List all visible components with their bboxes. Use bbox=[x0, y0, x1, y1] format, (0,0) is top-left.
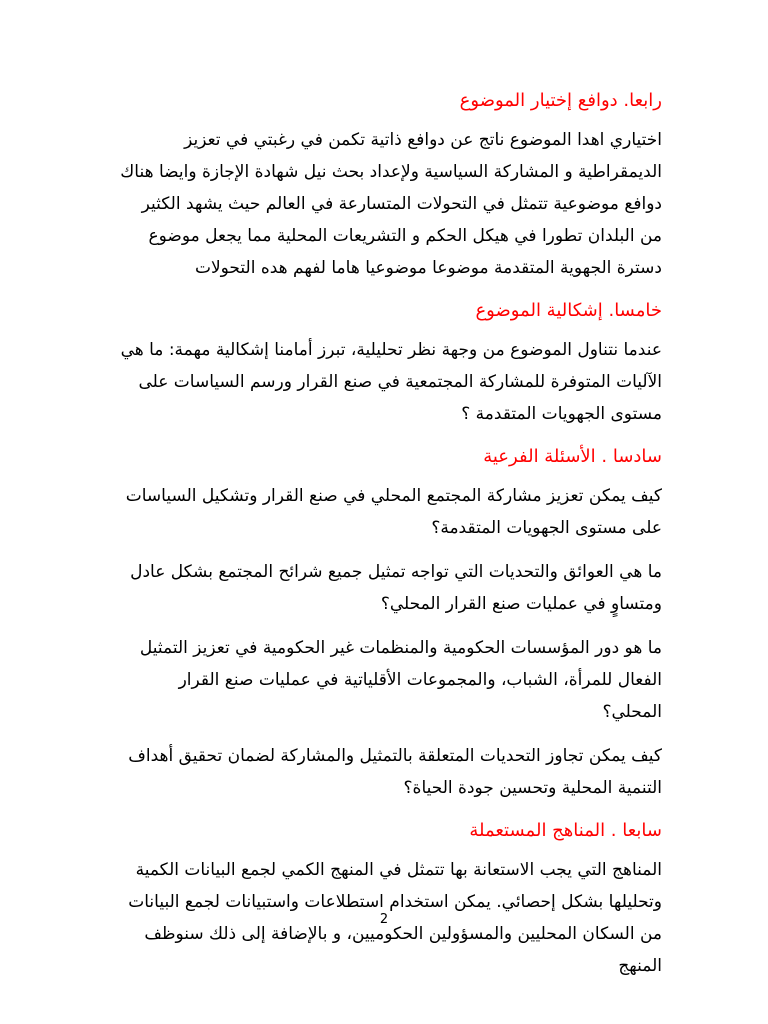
sub-question-4: كيف يمكن تجاوز التحديات المتعلقة بالتمثيل والمشاركة لضمان تحقيق أهداف التنمية المحلية وتحسين جودة الحياة؟ bbox=[128, 746, 662, 798]
sub-question-2: ما هي العوائق والتحديات التي تواجه تمثيل جميع شرائح المجتمع بشكل عادل ومتساوٍ في عمليات صنع القرار المحلي؟ bbox=[130, 562, 662, 614]
paragraph-motives: اختياري اهدا الموضوع ناتج عن دوافع ذاتية تكمن في رغبتي في تعزيز الديمقراطية و المشاركة السياسية ولإعداد بحث نيل شهادة الإجازة وايضا هناك دوافع موضوعية تتمثل في التحولات المتسارعة في العالم حيث يشهد الكثير من البلدان تطورا في هيكل الحكم و التشريعات المحلية مما يجعل موضوع دسترة الجهوية المتقدمة موضوعا موضوعيا هاما لفهم هده التحولات bbox=[120, 130, 662, 278]
sub-question-3: ما هو دور المؤسسات الحكومية والمنظمات غير الحكومية في تعزيز التمثيل الفعال للمرأة، الشباب، والمجموعات الأقلياتية في عمليات صنع القرار المحلي؟ bbox=[139, 638, 662, 722]
page-number: 2 bbox=[379, 912, 389, 927]
paragraph-problematic: عندما نتناول الموضوع من وجهة نظر تحليلية، تبرز أمامنا إشكالية مهمة: ما هي الآليات المتوفرة للمشاركة المجتمعية في صنع القرار ورسم السياسات على مستوى الجهويات المتقدمة ؟ bbox=[120, 340, 662, 424]
paragraph-methods: المناهج التي يجب الاستعانة بها تتمثل في المنهج الكمي لجمع البيانات الكمية وتحليلها بشكل إحصائي. يمكن استخدام استطلاعات واستبيانات لجمع البيانات من السكان المحليين والمسؤولين الحكوميين، و بالإضافة إلى ذلك سنوظف المنهج bbox=[128, 860, 662, 976]
document-page bbox=[118, 86, 662, 994]
sub-question-1: كيف يمكن تعزيز مشاركة المجتمع المحلي في صنع القرار وتشكيل السياسات على مستوى الجهويات المتقدمة؟ bbox=[125, 486, 662, 538]
heading-problematic: خامسا. إشكالية الموضوع bbox=[475, 300, 662, 321]
heading-methods: سابعا . المناهج المستعملة bbox=[469, 820, 662, 841]
heading-motives: رابعا. دوافع إختيار الموضوع bbox=[459, 90, 662, 111]
heading-sub-questions: سادسا . الأسئلة الفرعية bbox=[483, 446, 662, 467]
